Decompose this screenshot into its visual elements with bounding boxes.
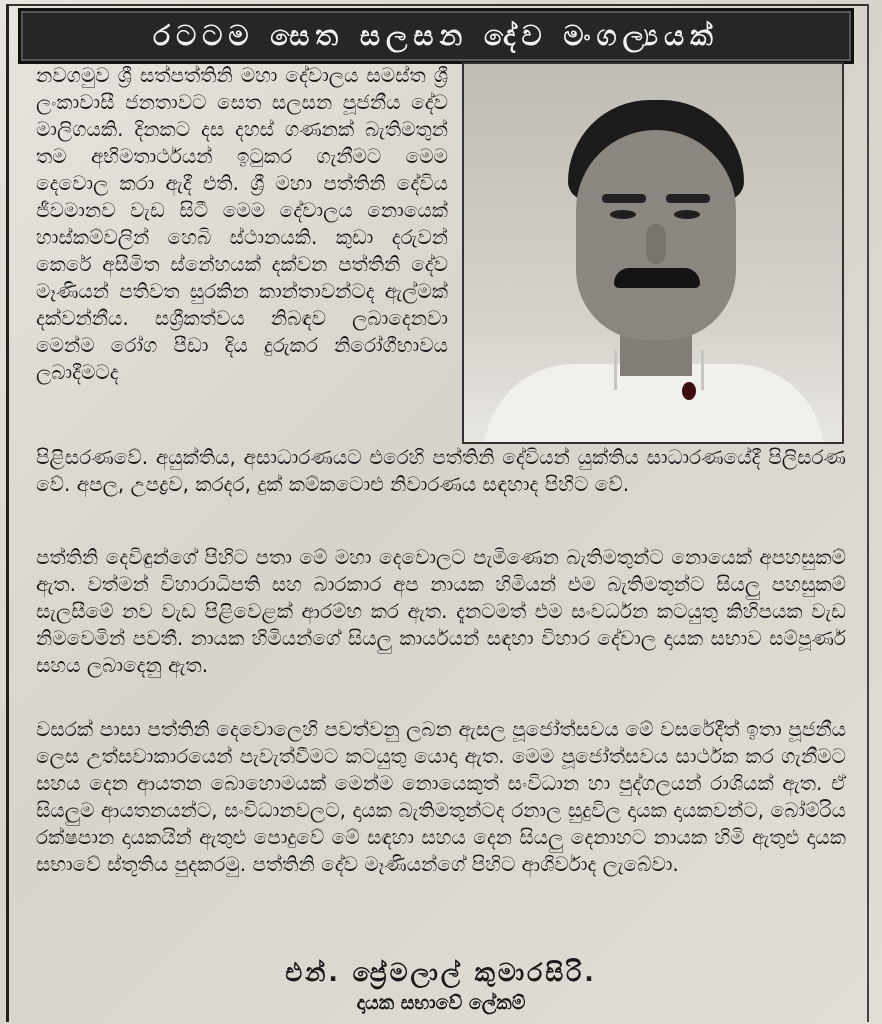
headline: රටටම සෙත සලසන දේව මංගල්‍යයක් bbox=[153, 19, 719, 52]
intro-paragraph: නවගමුව ශ්‍රී සත්පත්තිනි මහා දේවාලය සමස්ත ශ්‍රී ලංකාවාසී ජනතාවට සෙත සලසන පූජනීය දේව මාලිගයකි. දිනකට දස දහස් ගණනක් බැතිමතුන් තම අභිමතාර්ථයන් ඉටුකර ගැනීමට මෙම දෙවොල කරා ඇදී එති. ශ්‍රී මහා පත්තිනි දේවිය ජීවමානව වැඩ සිටී මෙම දේවාලය නොයෙක් හාස්කම්වලින් හෙබි ස්ථානයකි. කුඩා දරුවන් කෙරේ අසීමිත ස්නේහයක් දක්වන පත්තිනි දේව මෑණියන් පතිවත සුරකින කාන්තාවන්ටද ඇල්මක් දක්වන්නීය. සශ්‍රීකත්වය නිබඳව ලබාදෙනවා මෙන්ම රෝග පීඩා දිය දුරුකර නිරෝගීභාවය ලබාදීමටද bbox=[36, 63, 448, 384]
headline-banner bbox=[18, 8, 854, 64]
paragraph-3: වසරක් පාසා පත්තිනි දෙවොලෙහි පවත්වනු ලබන ඇසල පූජෝත්සවය මේ වසරේදීත් ඉතා පූජනීය ලෙස උත්සවාකාරයෙන් පැවැත්වීමට කටයුතු යොදා ඇත. මෙම පූජෝත්සවය සාර්ථක කර ගැනීමට සහය දෙන ආයතන බොහොමයක් මෙන්ම නොයෙකුත් සංවිධාන හා පුද්ගලයන් රාශියක් ඇත. ඒ සියලුම ආයතනයන්ට, සංවිධානවලට, දායක බැතිමතුන්ටද රනාල සුදුවිල දායක දායකවන්ට, බෝම්රිය රක්ෂපාන දායකයින් ඇතුළු පොදුවේ මේ සඳහා සහය දෙන සියලු දෙනාහට නායක හිමි ඇතුළු දායක සභාවේ ස්තූතිය පුදකරමු. පත්තිනි දේව මෑණියන්ගේ පිහිට ආශිර්වාද ලැබේවා. bbox=[36, 717, 846, 876]
paragraph-2: පත්තිනි දෙවිඳුන්ගේ පිහිට පතා මේ මහා දෙවොලට පැමිණෙන බැතිමතුන්ට නොයෙක් අපහසුකම් ඇත. වත්මන් විහාරාධිපති සහ බාරකාර අප නායක හිමියන් එම බැතිමතුන්ට සියලු පහසුකම් සැලසීමේ නව වැඩ පිළිවෙළක් ආරම්භ කර ඇත. දැනටමත් එම සංවර්ධන කටයුතු කිහිපයක වැඩ නිමවෙමින් පවතී. නායක හිමියන්ගේ සියලු කාර්යයන් සඳහා විහාර දේවාල දායක සභාව සම්පූර්ණ සහය ලබාදෙනු ඇත. bbox=[36, 545, 846, 677]
signature-name: එන්. ප්‍රේමලාල් කුමාරසිරි. bbox=[285, 958, 597, 987]
article-body bbox=[36, 62, 846, 1014]
portrait-photo bbox=[462, 62, 844, 444]
intro-paragraph-continued: පිළිසරණවේ. අයුක්තිය, අසාධාරණයට එරෙහි පත්තිනි දේවියන් යුක්තිය සාධාරණයේදී පිලිසරණ වේ. අපල, උපද්‍රව, කරදර, දුක් කම්කටොළු නිවාරණය සඳහාද පිහිට වේ. bbox=[36, 445, 846, 496]
signature-title: දායක සභාවේ ලේකම් bbox=[356, 992, 526, 1014]
